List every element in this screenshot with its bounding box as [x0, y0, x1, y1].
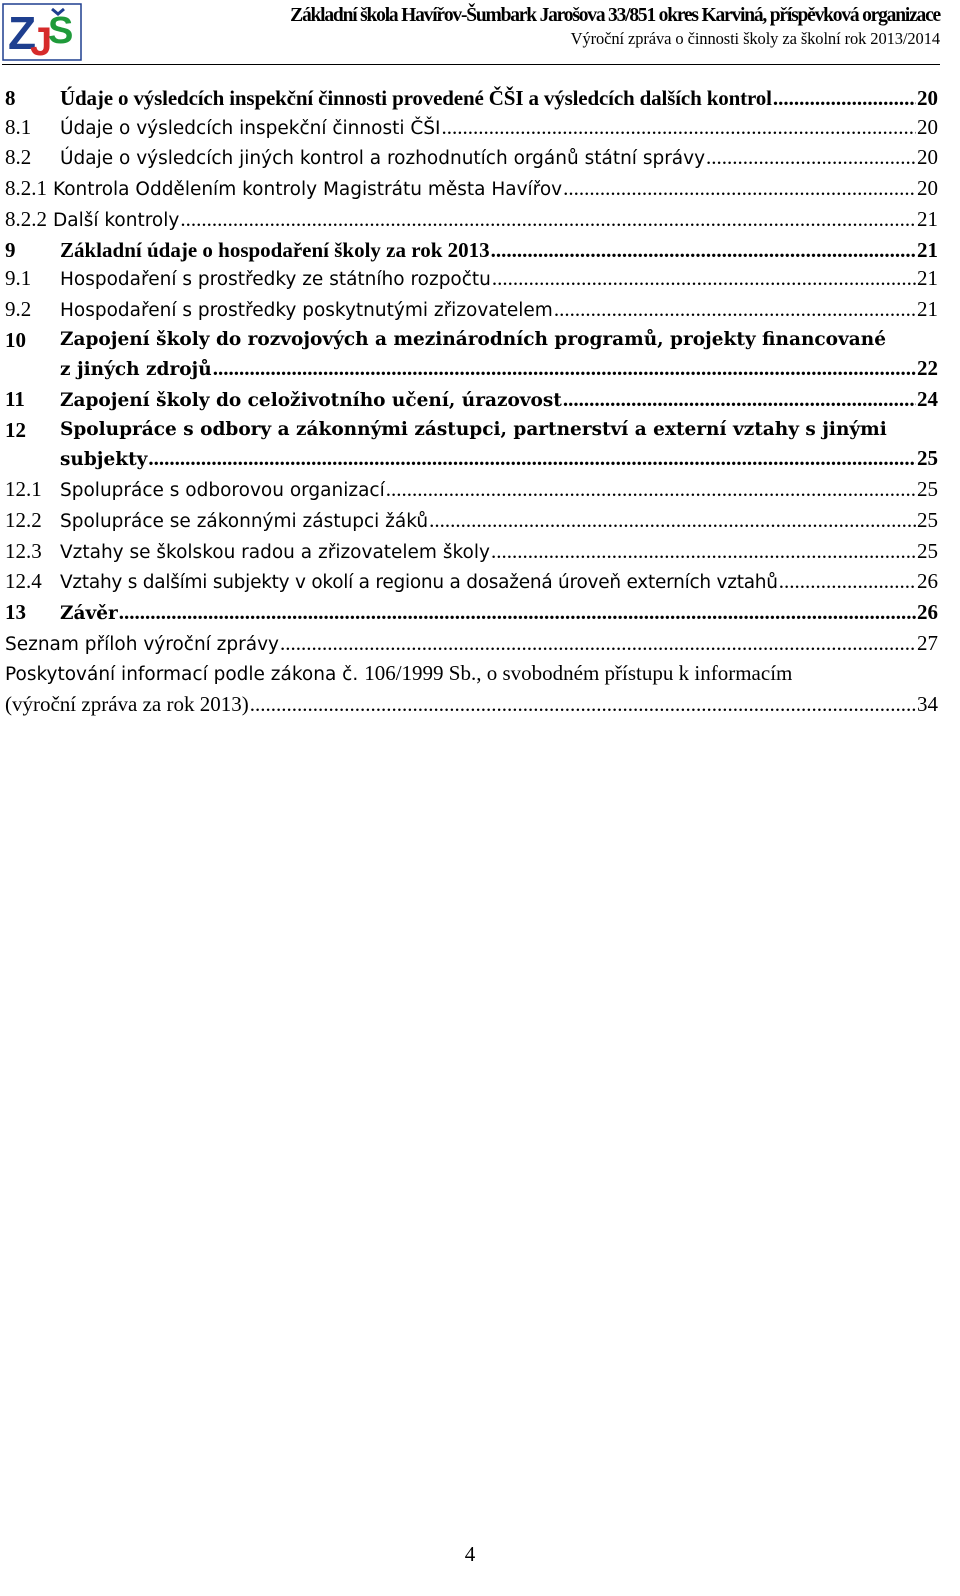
- svg-text:Z: Z: [8, 7, 37, 59]
- toc-page: 21: [917, 296, 938, 321]
- toc-number: 12: [5, 417, 26, 442]
- school-name: Základní škola Havířov-Šumbark Jarošova 33/851 okres Karviná, příspěvková organizace: [290, 5, 940, 26]
- toc-title-line2: subjekty: [60, 449, 148, 471]
- toc-entry-8-2-2[interactable]: [5, 205, 938, 236]
- toc-title: Hospodaření s prostředky poskytnutými zřizovatelem: [60, 299, 553, 321]
- toc-title: Základní údaje o hospodaření školy za rok 2013: [60, 237, 490, 262]
- toc-title: Seznam příloh výroční zprávy: [5, 633, 279, 655]
- toc-entry-information-act[interactable]: [5, 659, 938, 718]
- toc-page: 25: [917, 538, 938, 563]
- report-title: Výroční zpráva o činnosti školy za školní rok 2013/2014: [570, 29, 940, 48]
- toc-number: 13: [5, 599, 26, 624]
- toc-entry-12-4[interactable]: [5, 567, 938, 598]
- toc-number: 9: [5, 237, 16, 262]
- toc-leader: [491, 236, 916, 265]
- toc-number: 8.2.2: [5, 206, 47, 231]
- toc-page: 25: [917, 477, 938, 502]
- toc-number: 9.1: [5, 266, 32, 291]
- toc-number: 9.2: [5, 296, 32, 321]
- toc-title: Údaje o výsledcích inspekční činnosti provedené ČŠI a výsledcích dalších kontrol: [60, 86, 772, 110]
- school-logo: [2, 3, 82, 61]
- toc-title-line1: Spolupráce s odbory a zákonnými zástupci, partnerství a externí vztahy s jinými: [60, 418, 887, 440]
- toc-leader: [280, 629, 916, 658]
- toc-entry-9-2[interactable]: [5, 295, 938, 326]
- toc-entry-8-2-1[interactable]: [5, 174, 938, 205]
- svg-text:J: J: [30, 20, 53, 61]
- toc-leader: [213, 354, 916, 383]
- toc-leader: [779, 567, 916, 596]
- toc-leader: [250, 690, 916, 719]
- toc-page: 25: [917, 446, 938, 471]
- toc-title: Spolupráce s odborovou organizací: [60, 480, 385, 502]
- toc-title: Spolupráce se zákonnými zástupci žáků: [60, 510, 429, 532]
- toc-entry-8-2[interactable]: [5, 143, 938, 174]
- table-of-contents: [5, 84, 938, 719]
- toc-page: 20: [917, 86, 938, 110]
- toc-number: 12.2: [5, 507, 42, 532]
- toc-entry-8-1[interactable]: [5, 113, 938, 144]
- toc-title-line1-part1: Poskytování informací podle zákona č.: [5, 664, 359, 686]
- toc-number: 12.1: [5, 477, 42, 502]
- toc-page: 21: [917, 237, 938, 262]
- toc-page: 21: [917, 266, 938, 291]
- toc-page: 25: [917, 507, 938, 532]
- toc-title-line1: Zapojení školy do rozvojových a mezinárodních programů, projekty financované: [60, 328, 886, 350]
- toc-leader: [492, 264, 916, 293]
- toc-entry-12-3[interactable]: [5, 537, 938, 568]
- toc-entry-9-1[interactable]: [5, 264, 938, 295]
- page-number: 4: [464, 1542, 476, 1566]
- toc-leader: [148, 444, 916, 473]
- toc-page: 26: [917, 569, 938, 594]
- toc-title: Hospodaření s prostředky ze státního rozpočtu: [60, 269, 491, 291]
- toc-title: Vztahy se školskou radou a zřizovatelem školy: [60, 541, 490, 563]
- toc-page: 20: [917, 114, 938, 139]
- toc-leader: [491, 537, 916, 566]
- toc-entry-8[interactable]: [5, 84, 938, 113]
- toc-entry-12-1[interactable]: [5, 475, 938, 506]
- toc-leader: [554, 295, 916, 324]
- toc-title-line1-part2: 106/1999 Sb., o svobodném přístupu k informacím: [364, 661, 793, 686]
- toc-title: Další kontroly: [53, 209, 180, 231]
- toc-leader: [180, 205, 916, 234]
- toc-page: 26: [917, 599, 938, 624]
- toc-title: Kontrola Oddělením kontroly Magistrátu města Havířov: [53, 179, 563, 201]
- toc-leader: [429, 506, 916, 535]
- toc-number: 8: [5, 86, 16, 110]
- toc-entry-12-2[interactable]: [5, 506, 938, 537]
- toc-page: 27: [917, 630, 938, 655]
- toc-title-line2: (výroční zpráva za rok 2013): [5, 692, 249, 717]
- svg-text:S: S: [48, 10, 74, 52]
- toc-leader: [773, 84, 916, 113]
- toc-number: 8.1: [5, 114, 32, 139]
- toc-title: Údaje o výsledcích jiných kontrol a rozhodnutích orgánů státní správy: [60, 148, 706, 170]
- toc-number: 11: [5, 387, 25, 412]
- toc-number: 8.2.1: [5, 176, 47, 201]
- toc-title: Vztahy s dalšími subjekty v okolí a regionu a dosažená úroveň externích vztahů: [60, 572, 778, 594]
- toc-entry-9[interactable]: [5, 236, 938, 265]
- toc-entry-13[interactable]: [5, 598, 938, 629]
- page-header: [0, 0, 960, 66]
- toc-page: 24: [917, 387, 938, 412]
- toc-page: 22: [917, 356, 938, 381]
- toc-page: 21: [917, 206, 938, 231]
- toc-entry-12[interactable]: [5, 416, 938, 475]
- toc-number: 10: [5, 327, 26, 352]
- toc-number: 12.3: [5, 538, 42, 563]
- toc-leader: [563, 385, 916, 414]
- toc-leader: [563, 174, 916, 203]
- toc-title: Závěr: [60, 602, 118, 624]
- toc-number: 12.4: [5, 569, 42, 594]
- header-divider: [2, 64, 940, 65]
- toc-title: Údaje o výsledcích inspekční činnosti ČŠI: [60, 117, 441, 139]
- toc-page: 34: [917, 692, 938, 717]
- toc-leader: [441, 113, 916, 142]
- toc-title-line2: z jiných zdrojů: [60, 359, 212, 381]
- toc-page: 20: [917, 176, 938, 201]
- toc-leader: [119, 598, 916, 627]
- toc-title: Zapojení školy do celoživotního učení, úrazovost: [60, 390, 562, 412]
- toc-entry-10[interactable]: [5, 326, 938, 385]
- toc-entry-attachments[interactable]: [5, 629, 938, 660]
- toc-leader: [386, 475, 916, 504]
- toc-page: 20: [917, 145, 938, 170]
- toc-number: 8.2: [5, 145, 32, 170]
- toc-leader: [706, 143, 916, 172]
- toc-entry-11[interactable]: [5, 385, 938, 416]
